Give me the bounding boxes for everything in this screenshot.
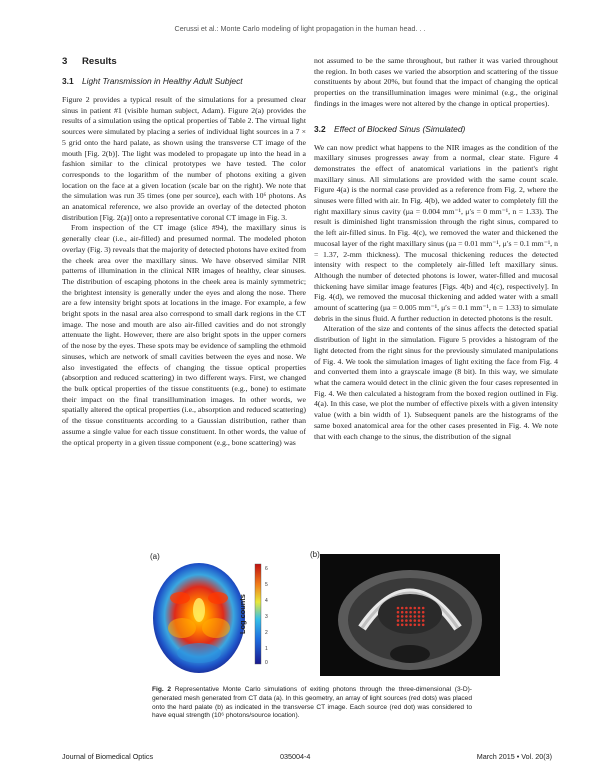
light-source-dot [405,619,408,622]
light-source-dot [418,607,421,610]
colorbar-tick: 1 [265,646,268,652]
light-source-dot [414,619,417,622]
light-source-dot [409,619,412,622]
running-header: Cerussi et al.: Monte Carlo modeling of light propagation in the human head. . . [174,24,426,33]
light-source-dot [397,619,400,622]
face-heatmap [153,563,245,673]
light-source-dot [422,611,425,614]
light-source-dot [422,624,425,627]
panel-label-a: (a) [150,552,160,561]
light-source-dot [409,624,412,627]
paragraph: not assumed to be the same throughout, but rather it was varied throughout the region. In both cases we varied the absorption and scattering of the tissue constituents by about 20%, but found that the impact of changing the optical properties on the transillumination images were minimal (e.g., the original findings in the images were not altered by the change in optical properties). [314,56,558,108]
caption-text: Representative Monte Carlo simulations of exiting photons through the three-dimensional (3-D)-generated mesh generated from CT data (a). In this geometry, an array of light sources (red dots) was placed onto the hard palate (b) as indicated in the transverse CT image. Each source (red dot) was considered to have equal strength (10⁶ photons/source location). [152,686,472,720]
right-column [314,56,558,442]
paragraph: Figure 2 provides a typical result of the simulations for a presumed clear sinus in patient #1 (visible human subject, Adam). Figure 2(a) provides the results of a simulation using the optical properties of Table 2. The virtual light sources were simulated by placing a series of individual light sources in a 7 × 5 grid onto the hard palate, as shown using the transverse CT image of the mouth [Fig. 2(b)]. The light was modeled to propagate up into the head in a fashion similar to the clinical prototypes we have tested. The color corresponds to the logarithm of the number of photons exiting a given location on the face at a given location (scale bar on the right). We note that the simulation was run 35 times (one per source), each with 10⁶ photons. As an anatomical reference, we also provide an overlay of the detected photon distribution [Fig. 2(a)] onto a representative coronal CT image in Fig. 3. [62,95,306,222]
light-source-dot [414,624,417,627]
colorbar-tick: 0 [265,660,268,666]
colorbar-tick: 3 [265,614,268,620]
light-source-dot [405,624,408,627]
light-source-dot [409,611,412,614]
colorbar-tick: 2 [265,630,268,636]
light-source-dot [414,615,417,618]
light-source-dot [401,619,404,622]
light-source-dot [401,611,404,614]
light-source-dot [405,611,408,614]
colorbar [255,564,261,664]
figure-graphics [62,548,552,678]
paragraph: We can now predict what happens to the NIR images as the condition of the maxillary sinuses progresses away from a normal, clear state. Figure 4 demonstrates the effect of anatomical variations in the patient's right maxillary sinus. All simulations are provided with the same count scale. Figure 4(a) is the normal case provided as a reference from Fig. 2, where the sinuses were filled with air. In Fig. 4(b), we added water to completely fill the right maxillary sinus cavity (μa = 0.004 mm⁻¹, μ′s = 0 mm⁻¹, n = 1.33). The result is diminished light transmission through the right sinus, compared to the left air-filled sinus. In Fig. 4(c), we removed the water and thickened the mucosal layer of the right maxillary sinus (μa = 0.01 mm⁻¹, μ′s = 0.1 mm⁻¹, n = 1.37, 2-mm thickness). The mucosal thickening reduces the detected intensity with respect to the completely air-filled left maxillary sinus. Although the number of detected photons is lower, water-filled and mucosal thickening have similar image features [Figs. 4(b) and 4(c), respectively]. In Fig. 4(d), we removed the mucosal thickening and added water with a small amount of scattering (μa = 0.005 mm⁻¹, μ′s = 0.1 mm⁻¹, n = 1.33) to simulate debris in the sinus fluid. A further reduction in detected photons is the result. [314,142,558,323]
colorbar-tick: 5 [265,582,268,588]
light-source-dot [409,607,412,610]
caption-label: Fig. 2 [152,686,172,693]
panel-label-b: (b) [310,550,320,559]
light-source-dot [418,611,421,614]
subsection-heading-3-2: 3.2 Effect of Blocked Sinus (Simulated) [314,123,466,134]
light-source-dot [397,615,400,618]
light-source-dot [409,615,412,618]
paragraph: From inspection of the CT image (slice #94), the maxillary sinus is generally clear (i.e., air-filled) and presumed normal. The modeled photon overlay (Fig. 3) reveals that the majority of detected photons have exited from the cheek area over the maxillary sinus. We have observed similar NIR patterns of illumination in the clinical NIR images of healthy, clear sinuses. The distribution of escaping photons in the cheek area is mainly symmetric; the brightest intensity is generally under the eyes and along the nose. There are a few intensity bright spots at locations in the image. For example, a few bright spots in the nasal area also correspond to small dark regions in the CT image. The nose and mouth are also air-filled cavities and do not strongly attenuate the light. However, there are also bright spots in the upper corners of the nose by the eyes. These spots may be evidence of sampling the ethmoid sinuses, which are network of small cavities between the eyes and nose. We also investigated the effects of changing the tissue optical properties (absorption and reduced scattering) in two different ways. First, we changed the bulk optical properties of the tissue constituents (e.g., bone) to estimate their impact on the final transillumination images. In other words, we spatially altered the optical properties (i.e., absorption and reduced scattering) of the tissue constituents according to a Gaussian distribution, rather than assume a single value for each tissue constituent. In other words, the value of the optical property in a given tissue component (e.g., bone scattering) was [62,223,307,447]
light-source-dot [422,615,425,618]
light-source-dot [418,619,421,622]
light-source-dot [418,615,421,618]
light-source-dot [405,607,408,610]
colorbar-title: Log counts [238,594,247,634]
left-column [62,56,306,448]
section-heading: 3 Results [62,56,117,67]
figure-caption [152,686,472,721]
light-source-dot [397,624,400,627]
footer-article: 035004-4 [280,752,311,761]
light-source-dot [414,607,417,610]
light-source-dot [422,607,425,610]
light-source-dot [401,607,404,610]
light-source-dot [397,607,400,610]
light-source-dot [405,615,408,618]
light-source-dot [397,611,400,614]
footer-journal: Journal of Biomedical Optics [62,752,154,761]
figure-2 [62,548,552,678]
footer-date: March 2015 • Vol. 20(3) [476,752,552,761]
colorbar-tick: 6 [265,566,268,572]
ct-image [320,554,500,676]
subsection-heading-3-1: 3.1 Light Transmission in Healthy Adult Subject [62,76,243,86]
light-source-dot [401,615,404,618]
paragraph: Alteration of the size and contents of the sinus affects the detected spatial distribution of light in the simulation. Figure 5 provides a histogram of the light detected from the right sinus for the previously simulated manipulations of Fig. 4. We took the simulation images of light exiting the face from Fig. 4 and converted them into a grayscale image (8 bit). In this way, we simulate what the camera would detect in the clinic given the four cases represented in Fig. 4. We then calculated a histogram from the boxed region outlined in Fig. 4(a). In this case, we plot the number of effective pixels with a given intensity value (with a bin width of 1). Subsequent panels are the histograms of the same boxed anatomical area for the other cases presented in Fig. 4. We note that with each change to the sinus, the distribution of the signal [314,324,558,441]
light-source-dot [422,619,425,622]
light-source-dot [414,611,417,614]
light-source-dot [401,624,404,627]
colorbar-tick: 4 [265,598,268,604]
light-source-dot [418,624,421,627]
